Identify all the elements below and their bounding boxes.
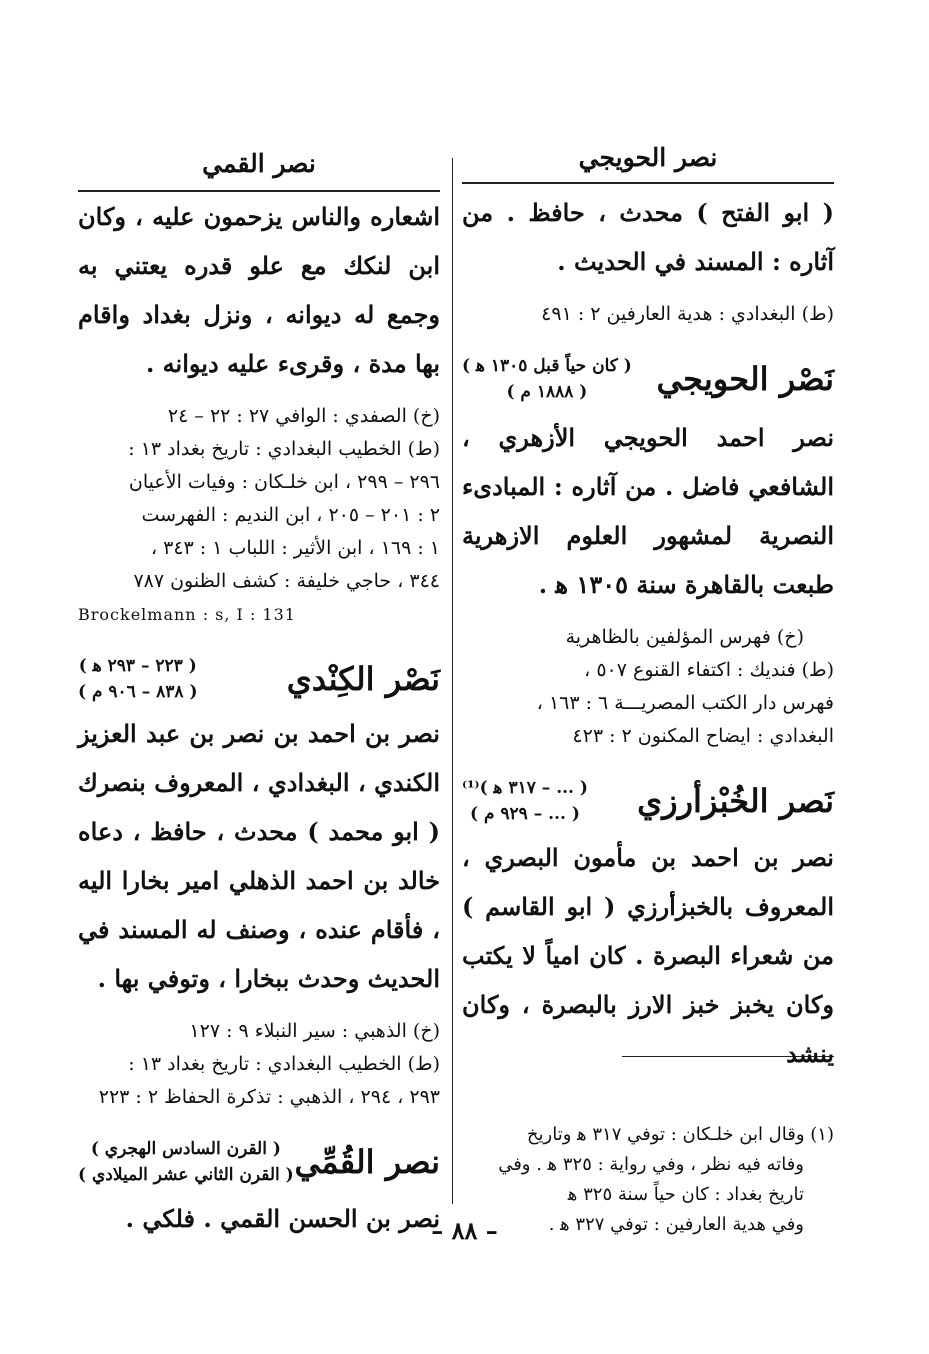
- entry-heading: [462, 353, 834, 405]
- entry-text: اشعاره والناس يزحمون عليه ، وكان ابن لنكك مع علو قدره يعتني به وجمع له ديوانه ، ونزل بغداد واقام بها مدة ، وقرىء عليه ديوانه .: [78, 202, 440, 378]
- reference-line: (خ) الذهبي : سير النبلاء ٩ : ١٢٧: [189, 1020, 440, 1042]
- entry-name: نَصْر الكِنْدي: [286, 660, 440, 698]
- date-gregorian: ( القرن الثاني عشر الميلادي ): [78, 1165, 294, 1185]
- date-gregorian: ( ... – ٩٢٩ م ): [470, 804, 580, 824]
- reference-line: (خ) الصفدي : الوافي ٢٧ : ٢٢ – ٢٤: [167, 405, 440, 427]
- entry-dates: [78, 653, 198, 705]
- entry-dates: [462, 775, 588, 827]
- reference-line: ١ : ١٦٩ ، ابن الأثير : اللباب ١ : ٣٤٣ ،: [150, 537, 440, 559]
- date-gregorian: ( ٨٣٨ – ٩٠٦ م ): [78, 682, 198, 702]
- entry-heading: [78, 653, 440, 705]
- reference-line: (ط) الخطيب البغدادي : تاريخ بغداد ١٣ :: [128, 1053, 440, 1075]
- reference-line: (ط) فنديك : اكتفاء القنوع ٥٠٧ ،: [584, 659, 834, 681]
- footnote-line: تاريخ بغداد : كان حياً سنة ٣٢٥ ﻫ: [567, 1184, 804, 1205]
- entry-text: نصر بن احمد بن مأمون البصري ، المعروف بالخبزأرزي ( ابو القاسم ) من شعراء البصرة . كان امياً لا يكتب وكان يخبز خبز الارز بالبصرة ، وكان ينشد: [462, 843, 834, 1068]
- date-hijri: ( كان حياً قبل ١٣٠٥ ﻫ ): [462, 356, 632, 376]
- column-divider: [452, 158, 453, 1204]
- entry-heading: [462, 775, 834, 827]
- right-column: [462, 140, 834, 1240]
- entry-name: نَصْر الحويجي: [656, 360, 834, 398]
- reference-line: ٢٩٣ ، ٢٩٤ ، الذهبي : تذكرة الحفاظ ٢ : ٢٢٣: [98, 1086, 440, 1108]
- reference-line: (ط) الخطيب البغدادي : تاريخ بغداد ١٣ :: [128, 438, 440, 460]
- date-hijri: ( ... – ٣١٧ ﻫ )⁽¹⁾: [462, 778, 588, 798]
- reference-line: ٢٩٦ – ٢٩٩ ، ابن خلـكان : وفيات الأعيان: [128, 471, 440, 493]
- left-column-header: نصر القمي: [202, 149, 316, 178]
- entry-text: نصر بن الحسن القمي . فلكي .: [125, 1204, 440, 1233]
- reference-line: ٢ : ٢٠١ – ٢٠٥ ، ابن النديم : الفهرست: [141, 504, 440, 526]
- latin-reference: Brockelmann : s, I : 131: [78, 605, 296, 624]
- right-column-header: نصر الحويجي: [578, 143, 718, 172]
- entry-dates: [78, 1136, 294, 1188]
- date-hijri: ( ٢٢٣ – ٢٩٣ ﻫ ): [78, 656, 197, 676]
- reference-line: فهرس دار الكتب المصريـــة ٦ : ١٦٣ ،: [536, 692, 834, 714]
- footnote-line: وفاته فيه نظر ، وفي رواية : ٣٢٥ ﻫ . وفي: [498, 1154, 804, 1175]
- entry-name: نصر القُمِّي: [294, 1143, 440, 1181]
- entry-text: ( ابو الفتح ) محدث ، حافظ . من آثاره : المسند في الحديث .: [462, 198, 834, 276]
- footnote-line: (١) وقال ابن خلـكان : توفي ٣١٧ ﻫ وتاريخ: [526, 1124, 834, 1145]
- reference-line: ٣٤٤ ، حاجي خليفة : كشف الظنون ٧٨٧: [133, 570, 440, 592]
- reference-line: (ط) البغدادي : هدية العارفين ٢ : ٤٩١: [541, 303, 834, 325]
- entry-heading: [78, 1136, 440, 1188]
- date-hijri: ( القرن السادس الهجري ): [90, 1139, 281, 1159]
- reference-line: البغدادي : ايضاح المكنون ٢ : ٤٢٣: [572, 725, 834, 747]
- left-column: [78, 140, 440, 1243]
- entry-text: نصر بن احمد بن نصر بن عبد العزيز الكندي ، البغدادي ، المعروف بنصرك ( ابو محمد ) محدث ، حافظ ، دعاه خالد بن احمد الذهلي امير بخارا اليه ، فأقام عنده ، وصنف له المسند في الحديث وحدث ببخارا ، وتوفي بها .: [78, 719, 440, 993]
- entry-text: نصر احمد الحويجي الأزهري ، الشافعي فاضل . من آثاره : المبادىء النصرية لمشهور العلوم الازهرية طبعت بالقاهرة سنة ١٣٠٥ ﻫ .: [462, 423, 834, 599]
- entry-name: نَصر الخُبْزأرزي: [637, 782, 834, 820]
- entry-dates: [462, 353, 632, 405]
- reference-line: (خ) فهرس المؤلفين بالظاهرية: [565, 626, 804, 648]
- page-number: – ٨٨ –: [431, 1216, 498, 1245]
- footnote-line: وفي هدية العارفين : توفي ٣٢٧ ﻫ .: [548, 1214, 804, 1235]
- date-gregorian: ( ١٨٨٨ م ): [506, 382, 588, 402]
